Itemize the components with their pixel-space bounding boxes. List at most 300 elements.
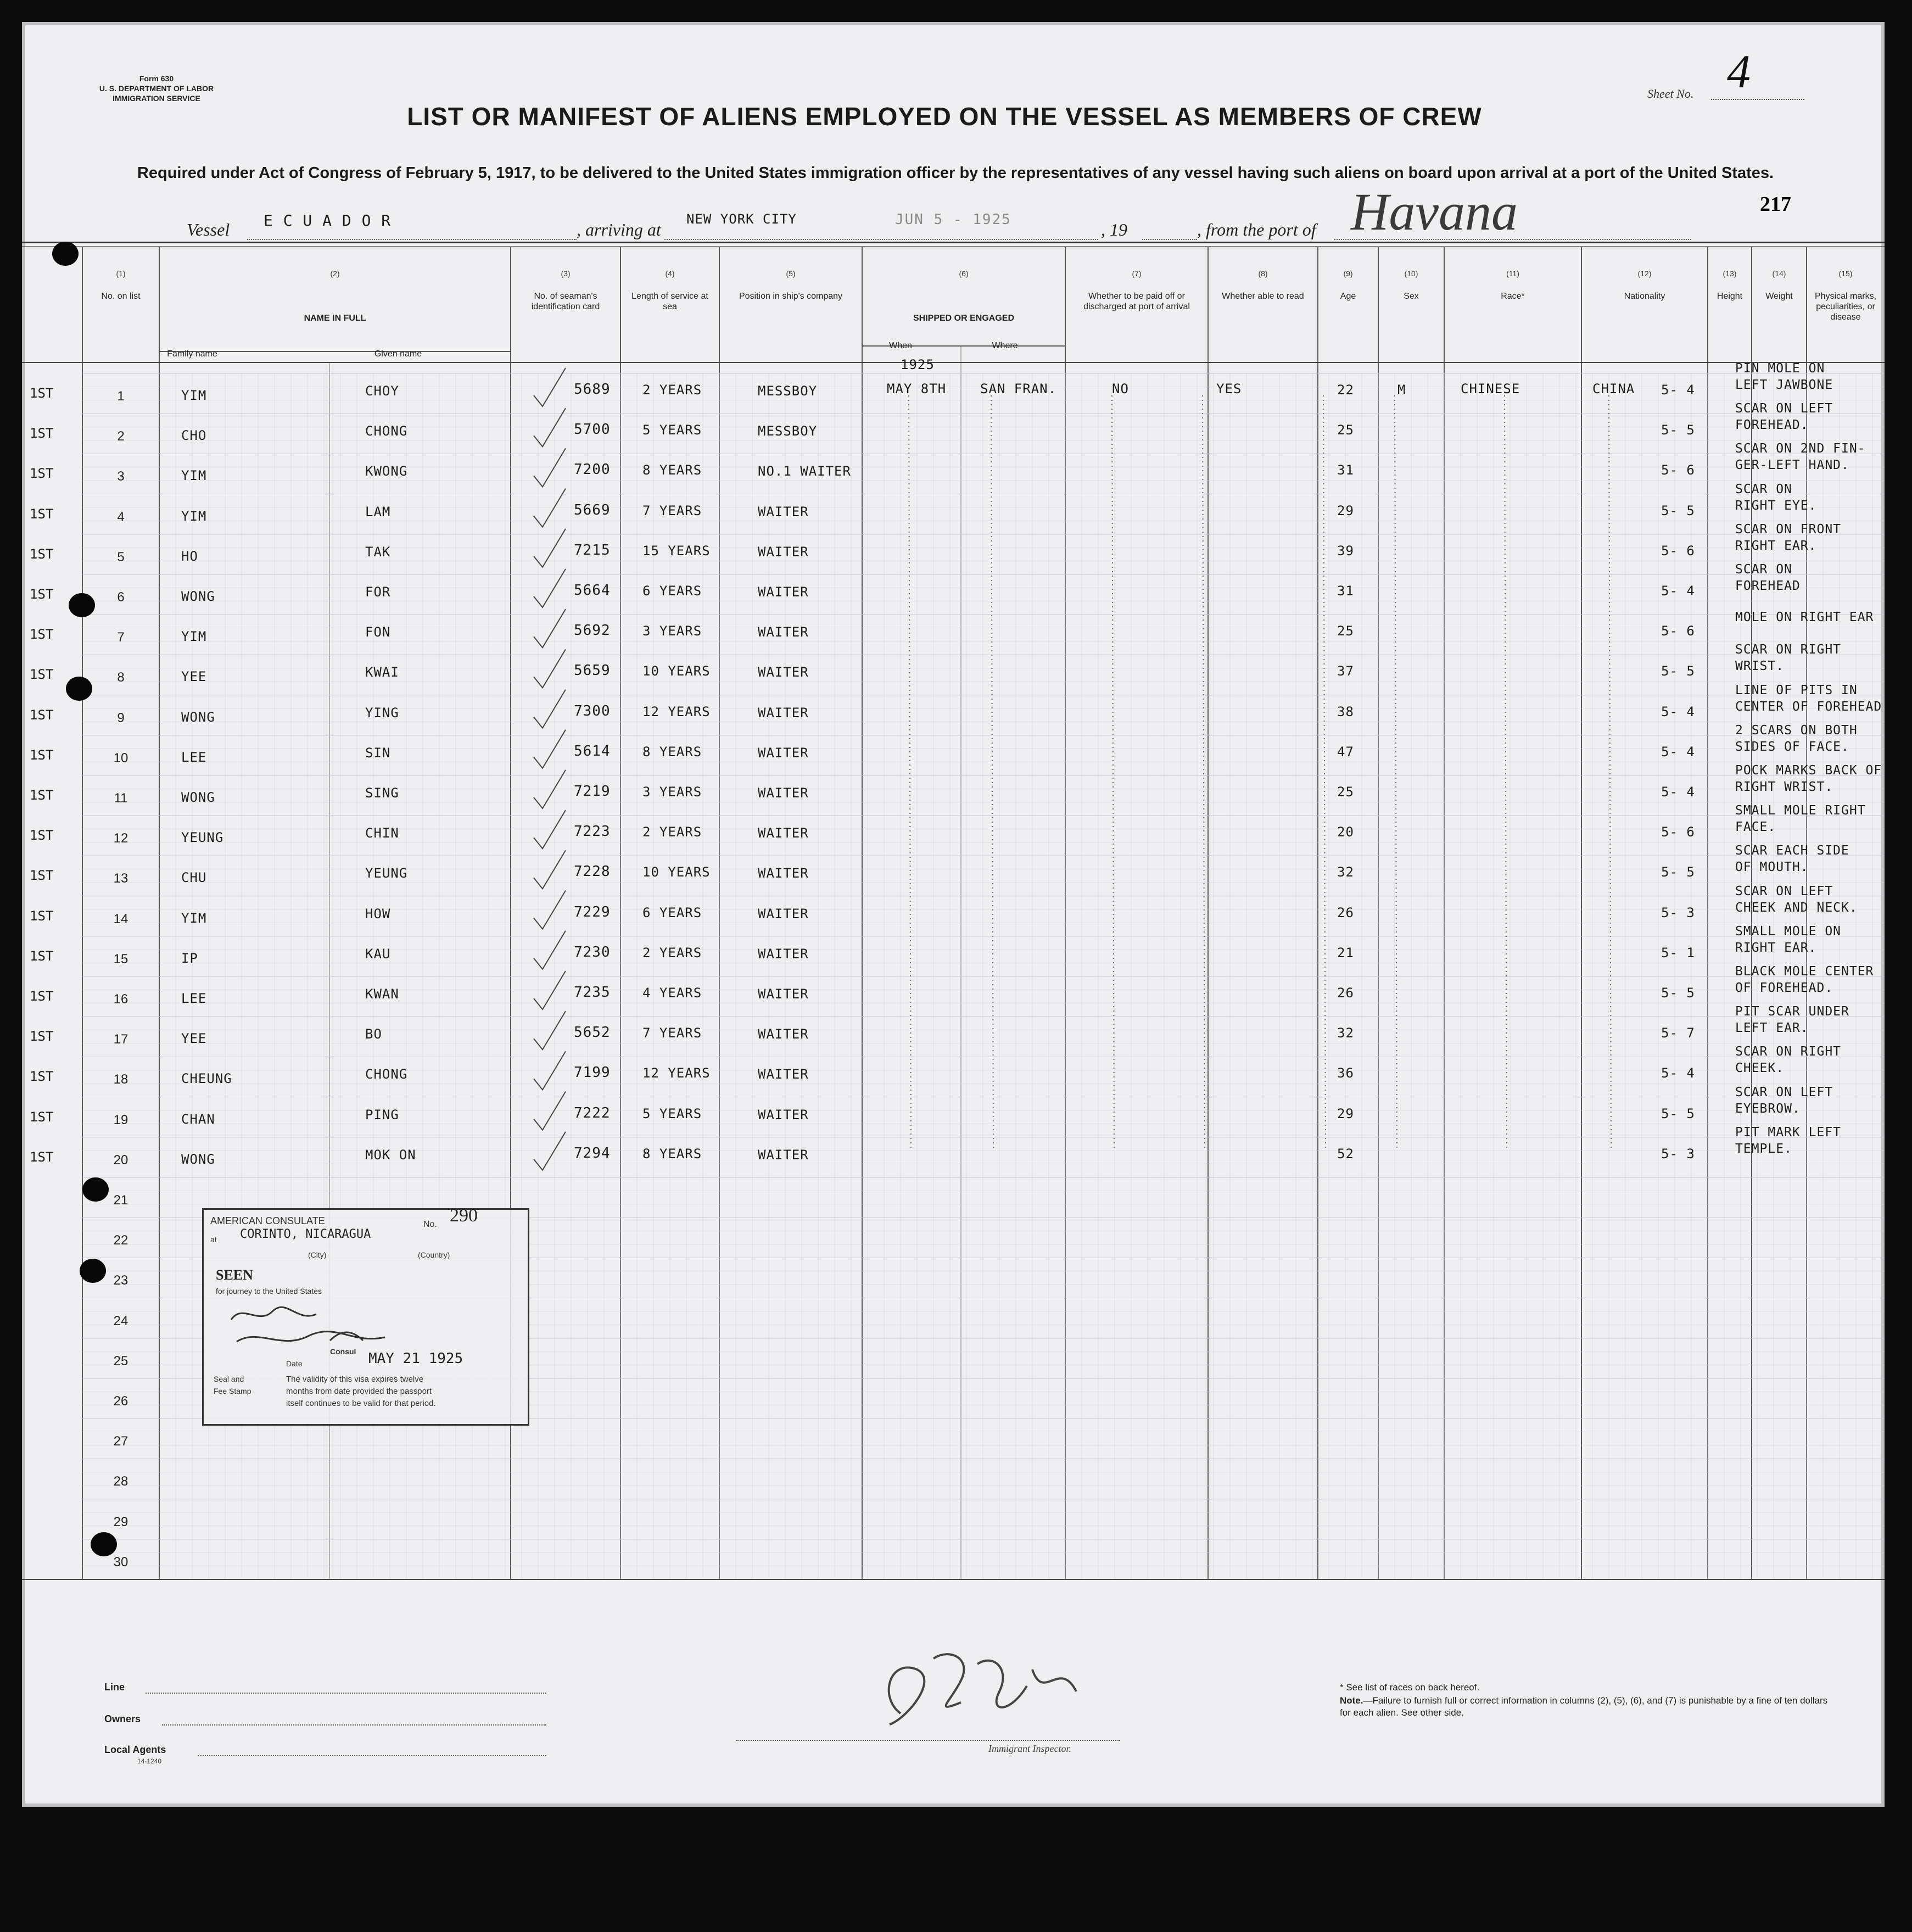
row-number: 30 bbox=[113, 1554, 128, 1570]
column-number: (5) bbox=[786, 269, 796, 278]
row-number: 6 bbox=[117, 590, 125, 605]
passenger-class: 1ST bbox=[30, 1069, 54, 1085]
physical-marks: FOREHEAD. bbox=[1735, 418, 1809, 433]
height: 5- 7 bbox=[1661, 1025, 1695, 1041]
passenger-class: 1ST bbox=[30, 546, 54, 562]
family-name: YEE bbox=[181, 669, 207, 685]
punch-hole bbox=[91, 1532, 117, 1556]
row-number: 1 bbox=[117, 389, 125, 404]
form-number: Form 630 bbox=[139, 74, 174, 83]
age: 36 bbox=[1337, 1065, 1354, 1081]
physical-marks: BLACK MOLE CENTER bbox=[1735, 964, 1874, 979]
physical-marks: RIGHT EAR. bbox=[1735, 940, 1817, 955]
row-number: 3 bbox=[117, 469, 125, 484]
family-name: CHO bbox=[181, 428, 207, 444]
seal-label: Seal and bbox=[214, 1375, 244, 1383]
service-length: 15 YEARS bbox=[642, 543, 711, 559]
given-name: KWAI bbox=[365, 665, 399, 680]
physical-marks: OF MOUTH. bbox=[1735, 860, 1809, 875]
physical-marks: SCAR ON LEFT bbox=[1735, 884, 1833, 898]
family-name: CHEUNG bbox=[181, 1071, 232, 1087]
manifest-sheet bbox=[22, 22, 1885, 1807]
owners-field bbox=[162, 1724, 546, 1726]
from-port-handwritten: Havana bbox=[1351, 182, 1518, 241]
service-length: 7 YEARS bbox=[642, 1025, 702, 1041]
ship-position: WAITER bbox=[758, 1147, 809, 1163]
ship-position: WAITER bbox=[758, 866, 809, 881]
physical-marks: MOLE ON RIGHT EAR bbox=[1735, 610, 1874, 625]
ship-position: WAITER bbox=[758, 1066, 809, 1082]
column-number: (4) bbox=[665, 269, 675, 278]
punch-hole bbox=[80, 1259, 106, 1283]
family-name: WONG bbox=[181, 790, 215, 805]
physical-marks: SCAR ON 2ND FIN- bbox=[1735, 442, 1866, 456]
seaman-card-number: 5664 bbox=[574, 582, 611, 599]
row-number: 24 bbox=[113, 1313, 128, 1328]
note-label: Note. bbox=[1340, 1695, 1363, 1706]
seaman-card-number: 7235 bbox=[574, 984, 611, 1001]
given-name: PING bbox=[365, 1107, 399, 1123]
age: 21 bbox=[1337, 945, 1354, 961]
column-number: (3) bbox=[561, 269, 571, 278]
department-name: U. S. DEPARTMENT OF LABOR bbox=[99, 84, 214, 93]
country-label: (Country) bbox=[418, 1250, 450, 1259]
form-title: LIST OR MANIFEST OF ALIENS EMPLOYED ON THE VESSEL AS MEMBERS OF CREW bbox=[407, 102, 1482, 131]
physical-marks: PIT MARK LEFT bbox=[1735, 1125, 1842, 1140]
physical-marks: CENTER OF FOREHEAD bbox=[1735, 699, 1882, 714]
arriving-port: NEW YORK CITY bbox=[686, 211, 797, 227]
inspector-label: Immigrant Inspector. bbox=[988, 1743, 1071, 1754]
service-length: 6 YEARS bbox=[642, 583, 702, 599]
age: 39 bbox=[1337, 543, 1354, 559]
service-name: IMMIGRATION SERVICE bbox=[113, 94, 200, 103]
age: 25 bbox=[1337, 422, 1354, 438]
row-number: 27 bbox=[113, 1434, 128, 1449]
column-number: (7) bbox=[1132, 269, 1142, 278]
shipped-year: 1925 bbox=[901, 357, 935, 372]
race: CHINESE bbox=[1461, 381, 1520, 397]
age: 26 bbox=[1337, 985, 1354, 1001]
ship-position: WAITER bbox=[758, 745, 809, 761]
passenger-class: 1ST bbox=[30, 506, 54, 522]
column-number: (1) bbox=[116, 269, 126, 278]
consulate-label: AMERICAN CONSULATE bbox=[210, 1215, 325, 1226]
line-label: Line bbox=[104, 1682, 125, 1693]
ship-position: WAITER bbox=[758, 624, 809, 640]
column-header: Physical marks, peculiarities, or disease bbox=[1814, 292, 1877, 322]
passenger-class: 1ST bbox=[30, 908, 54, 924]
physical-marks: LEFT JAWBONE bbox=[1735, 378, 1833, 392]
physical-marks: GER-LEFT HAND. bbox=[1735, 458, 1849, 473]
service-length: 7 YEARS bbox=[642, 502, 702, 518]
seaman-card-number: 7230 bbox=[574, 943, 611, 961]
given-name: BO bbox=[365, 1026, 382, 1042]
physical-marks: FOREHEAD bbox=[1735, 579, 1801, 593]
given-name: HOW bbox=[365, 906, 391, 922]
ditto-line bbox=[1112, 395, 1114, 1149]
family-name: LEE bbox=[181, 749, 207, 765]
ship-position: WAITER bbox=[758, 906, 809, 922]
age: 52 bbox=[1337, 1146, 1354, 1162]
physical-marks: SCAR EACH SIDE bbox=[1735, 844, 1849, 858]
service-length: 5 YEARS bbox=[642, 1105, 702, 1121]
seaman-card-number: 7300 bbox=[574, 702, 611, 719]
passenger-class: 1ST bbox=[30, 1029, 54, 1045]
sex: M bbox=[1397, 382, 1406, 398]
service-length: 8 YEARS bbox=[642, 462, 702, 478]
passenger-class: 1ST bbox=[30, 788, 54, 803]
column-number: (13) bbox=[1723, 269, 1737, 278]
table-grid bbox=[22, 22, 1885, 1807]
given-name: TAK bbox=[365, 544, 391, 560]
row-number: 8 bbox=[117, 670, 125, 685]
service-length: 3 YEARS bbox=[642, 784, 702, 800]
given-name: CHONG bbox=[365, 1066, 408, 1082]
physical-marks: SCAR ON bbox=[1735, 562, 1792, 577]
given-name: SIN bbox=[365, 745, 391, 761]
family-name: IP bbox=[181, 950, 198, 966]
ship-position: WAITER bbox=[758, 946, 809, 962]
passenger-class: 1ST bbox=[30, 747, 54, 763]
passenger-class: 1ST bbox=[30, 948, 54, 964]
seaman-card-number: 5689 bbox=[574, 381, 611, 398]
physical-marks: OF FOREHEAD. bbox=[1735, 981, 1833, 995]
height: 5- 1 bbox=[1661, 945, 1695, 961]
seaman-card-number: 7200 bbox=[574, 461, 611, 478]
ship-position: WAITER bbox=[758, 544, 809, 560]
column-number: (12) bbox=[1637, 269, 1652, 278]
shipped-where: SAN FRAN. bbox=[980, 381, 1057, 397]
given-name: FON bbox=[365, 624, 391, 640]
column-header: SHIPPED OR ENGAGED bbox=[913, 314, 1015, 323]
note-text: —Failure to furnish full or correct information in columns (2), (5), (6), and (7) is punishable by a fine of ten dollars for each alien. See other side. bbox=[1340, 1695, 1828, 1718]
physical-marks: LINE OF PITS IN bbox=[1735, 683, 1858, 697]
given-name: SING bbox=[365, 785, 399, 801]
row-number: 12 bbox=[113, 831, 128, 846]
service-length: 10 YEARS bbox=[642, 864, 711, 880]
seaman-card-number: 7294 bbox=[574, 1144, 611, 1162]
service-length: 5 YEARS bbox=[642, 422, 702, 438]
column-header: Nationality bbox=[1624, 292, 1665, 301]
ship-position: WAITER bbox=[758, 825, 809, 841]
passenger-class: 1ST bbox=[30, 386, 54, 401]
age: 29 bbox=[1337, 502, 1354, 518]
ditto-line bbox=[1395, 395, 1397, 1149]
row-number: 11 bbox=[114, 791, 128, 806]
family-name: YIM bbox=[181, 468, 207, 484]
physical-marks: SCAR ON FRONT bbox=[1735, 522, 1842, 537]
family-name: YIM bbox=[181, 910, 207, 926]
height: 5- 4 bbox=[1661, 744, 1695, 760]
height: 5- 4 bbox=[1661, 382, 1695, 398]
family-name: CHU bbox=[181, 870, 207, 886]
column-header: Height bbox=[1717, 292, 1743, 301]
physical-marks: CHEEK. bbox=[1735, 1061, 1785, 1076]
physical-marks: FACE. bbox=[1735, 820, 1776, 835]
row-number: 25 bbox=[113, 1353, 128, 1369]
service-length: 8 YEARS bbox=[642, 1146, 702, 1162]
family-name: WONG bbox=[181, 1151, 215, 1167]
row-number: 14 bbox=[113, 911, 128, 926]
ship-position: WAITER bbox=[758, 785, 809, 801]
age: 31 bbox=[1337, 462, 1354, 478]
row-number: 2 bbox=[117, 429, 125, 444]
given-name: KWAN bbox=[365, 986, 399, 1002]
given-name-subheader: Given name bbox=[374, 349, 422, 359]
passenger-class: 1ST bbox=[30, 466, 54, 482]
column-header: Position in ship's company bbox=[739, 292, 843, 301]
column-header: Length of service at sea bbox=[631, 292, 708, 311]
seaman-card-number: 5652 bbox=[574, 1024, 611, 1041]
height: 5- 6 bbox=[1661, 824, 1695, 840]
ship-position: NO.1 WAITER bbox=[758, 464, 851, 479]
column-number: (11) bbox=[1506, 269, 1519, 278]
age: 38 bbox=[1337, 703, 1354, 719]
form-code: 14-1240 bbox=[137, 1757, 162, 1765]
visa-date: MAY 21 1925 bbox=[368, 1350, 463, 1367]
age: 37 bbox=[1337, 663, 1354, 679]
row-number: 16 bbox=[113, 992, 128, 1007]
column-header: Sex bbox=[1404, 292, 1419, 301]
row-number: 17 bbox=[113, 1032, 128, 1047]
row-number: 23 bbox=[113, 1273, 128, 1288]
family-name: HO bbox=[181, 548, 198, 564]
seaman-card-number: 7199 bbox=[574, 1064, 611, 1081]
seaman-card-number: 5614 bbox=[574, 742, 611, 760]
family-name: YEE bbox=[181, 1031, 207, 1047]
physical-marks: PIT SCAR UNDER bbox=[1735, 1004, 1849, 1019]
punch-hole bbox=[52, 242, 79, 266]
consular-visa-stamp bbox=[202, 1205, 529, 1426]
consulate-location: CORINTO, NICARAGUA bbox=[240, 1227, 371, 1241]
column-header: Weight bbox=[1765, 292, 1793, 301]
punch-hole bbox=[69, 593, 95, 617]
physical-marks: RIGHT EAR. bbox=[1735, 538, 1817, 553]
passenger-class: 1ST bbox=[30, 667, 54, 683]
age: 25 bbox=[1337, 784, 1354, 800]
ditto-line bbox=[1203, 395, 1205, 1149]
given-name: CHIN bbox=[365, 825, 399, 841]
height: 5- 5 bbox=[1661, 864, 1695, 880]
age: 32 bbox=[1337, 864, 1354, 880]
given-name: FOR bbox=[365, 584, 391, 600]
seaman-card-number: 7219 bbox=[574, 783, 611, 800]
punch-hole bbox=[66, 677, 92, 701]
row-number: 20 bbox=[113, 1152, 128, 1168]
row-number: 29 bbox=[113, 1514, 128, 1529]
paid-off: NO bbox=[1112, 381, 1129, 397]
arrival-date-stamp: JUN 5 - 1925 bbox=[895, 211, 1011, 228]
row-number: 22 bbox=[113, 1233, 128, 1248]
ship-position: WAITER bbox=[758, 1026, 809, 1042]
height: 5- 3 bbox=[1661, 904, 1695, 920]
passenger-class: 1ST bbox=[30, 828, 54, 844]
row-number: 5 bbox=[117, 549, 125, 565]
row-number: 28 bbox=[113, 1474, 128, 1489]
column-number: (15) bbox=[1838, 269, 1853, 278]
row-number: 9 bbox=[117, 710, 125, 725]
date-label: Date bbox=[286, 1359, 303, 1368]
height: 5- 6 bbox=[1661, 623, 1695, 639]
ship-position: WAITER bbox=[758, 705, 809, 721]
passenger-class: 1ST bbox=[30, 426, 54, 442]
physical-marks: CHEEK AND NECK. bbox=[1735, 900, 1858, 915]
height: 5- 3 bbox=[1661, 1146, 1695, 1162]
column-header: No. on list bbox=[101, 292, 141, 301]
row-number: 10 bbox=[113, 750, 128, 766]
family-name: LEE bbox=[181, 991, 207, 1006]
height: 5- 5 bbox=[1661, 1105, 1695, 1121]
height: 5- 4 bbox=[1661, 703, 1695, 719]
seaman-card-number: 5669 bbox=[574, 501, 611, 518]
family-name: YIM bbox=[181, 629, 207, 645]
passenger-class: 1ST bbox=[30, 868, 54, 884]
journey-text: for journey to the United States bbox=[216, 1287, 322, 1296]
shipped-when: MAY 8TH bbox=[887, 381, 947, 397]
physical-marks: SCAR ON LEFT bbox=[1735, 1085, 1833, 1099]
inspector-signature-line bbox=[736, 1740, 1120, 1741]
family-name-subheader: Family name bbox=[167, 349, 217, 359]
inspector-signature bbox=[868, 1637, 1120, 1746]
column-number: (10) bbox=[1404, 269, 1418, 278]
race-note: * See list of races on back hereof. bbox=[1340, 1682, 1480, 1693]
given-name: CHONG bbox=[365, 423, 408, 439]
service-length: 3 YEARS bbox=[642, 623, 702, 639]
line-field bbox=[146, 1693, 546, 1694]
vessel-label: Vessel bbox=[187, 220, 230, 239]
ship-position: WAITER bbox=[758, 986, 809, 1002]
service-length: 6 YEARS bbox=[642, 904, 702, 920]
age: 26 bbox=[1337, 904, 1354, 920]
validity-line-3: itself continues to be valid for that period. bbox=[286, 1399, 436, 1408]
physical-marks: TEMPLE. bbox=[1735, 1141, 1792, 1156]
physical-marks: SMALL MOLE ON bbox=[1735, 924, 1842, 939]
seaman-card-number: 7223 bbox=[574, 823, 611, 840]
service-length: 8 YEARS bbox=[642, 744, 702, 760]
physical-marks: SCAR ON LEFT bbox=[1735, 401, 1833, 416]
height: 5- 5 bbox=[1661, 985, 1695, 1001]
physical-marks: SIDES OF FACE. bbox=[1735, 739, 1849, 754]
row-number: 21 bbox=[113, 1193, 128, 1208]
city-label: (City) bbox=[308, 1250, 327, 1259]
local-agents-field bbox=[198, 1755, 546, 1756]
height: 5- 5 bbox=[1661, 663, 1695, 679]
physical-marks: POCK MARKS BACK OF bbox=[1735, 763, 1882, 778]
service-length: 2 YEARS bbox=[642, 945, 702, 961]
seaman-card-number: 7229 bbox=[574, 903, 611, 920]
physical-marks: PIN MOLE ON bbox=[1735, 361, 1825, 376]
row-number: 4 bbox=[117, 509, 125, 524]
passenger-class: 1ST bbox=[30, 707, 54, 723]
column-number: (14) bbox=[1772, 269, 1786, 278]
given-name: YEUNG bbox=[365, 866, 408, 881]
height: 5- 4 bbox=[1661, 583, 1695, 599]
row-number: 7 bbox=[117, 630, 125, 645]
column-header: Race* bbox=[1501, 292, 1525, 301]
column-header: Whether able to read bbox=[1222, 292, 1304, 301]
passenger-class: 1ST bbox=[30, 587, 54, 602]
ditto-line bbox=[1609, 395, 1611, 1149]
given-name: YING bbox=[365, 705, 399, 721]
ship-position: WAITER bbox=[758, 504, 809, 520]
given-name: MOK ON bbox=[365, 1147, 416, 1163]
given-name: KWONG bbox=[365, 464, 408, 479]
height: 5- 4 bbox=[1661, 784, 1695, 800]
height: 5- 5 bbox=[1661, 502, 1695, 518]
row-number: 15 bbox=[113, 951, 128, 967]
age: 31 bbox=[1337, 583, 1354, 599]
sheet-number: 4 bbox=[1727, 45, 1751, 98]
requirement-text: Required under Act of Congress of February 5, 1917, to be delivered to the United States immigration officer by the representatives of any vessel having such aliens on board upon arrival at a port of the United States. bbox=[137, 164, 1774, 182]
age: 29 bbox=[1337, 1105, 1354, 1121]
where-subheader: Where bbox=[992, 341, 1018, 350]
physical-marks: WRIST. bbox=[1735, 659, 1785, 674]
physical-marks: SCAR ON RIGHT bbox=[1735, 1045, 1842, 1059]
at-label: at bbox=[210, 1235, 217, 1244]
ditto-line bbox=[991, 395, 993, 1149]
age: 20 bbox=[1337, 824, 1354, 840]
owners-label: Owners bbox=[104, 1713, 141, 1724]
physical-marks: SCAR ON bbox=[1735, 482, 1792, 496]
passenger-class: 1ST bbox=[30, 1149, 54, 1165]
service-length: 12 YEARS bbox=[642, 703, 711, 719]
given-name: CHOY bbox=[365, 383, 399, 399]
seaman-card-number: 5659 bbox=[574, 662, 611, 679]
visa-number: 290 bbox=[450, 1205, 478, 1226]
row-number: 19 bbox=[113, 1112, 128, 1127]
service-length: 10 YEARS bbox=[642, 663, 711, 679]
able-to-read: YES bbox=[1216, 381, 1242, 397]
column-header: Whether to be paid off or discharged at port of arrival bbox=[1083, 292, 1190, 311]
fee-stamp-label: Fee Stamp bbox=[214, 1387, 251, 1395]
arriving-label: , arriving at bbox=[577, 220, 661, 239]
row-number: 26 bbox=[113, 1394, 128, 1409]
physical-marks: RIGHT EYE. bbox=[1735, 498, 1817, 513]
given-name: KAU bbox=[365, 946, 391, 962]
seen-mark: SEEN bbox=[216, 1267, 253, 1283]
given-name: LAM bbox=[365, 504, 391, 520]
physical-marks: 2 SCARS ON BOTH bbox=[1735, 723, 1858, 738]
seaman-card-number: 7215 bbox=[574, 541, 611, 559]
seaman-card-number: 5700 bbox=[574, 421, 611, 438]
service-length: 2 YEARS bbox=[642, 824, 702, 840]
age: 22 bbox=[1337, 382, 1354, 398]
nationality: CHINA bbox=[1592, 381, 1635, 397]
punch-hole bbox=[82, 1177, 109, 1202]
family-name: CHAN bbox=[181, 1111, 215, 1127]
when-subheader: When bbox=[889, 341, 912, 350]
physical-marks: RIGHT WRIST. bbox=[1735, 780, 1833, 794]
row-number: 18 bbox=[113, 1072, 128, 1087]
physical-marks: EYEBROW. bbox=[1735, 1101, 1801, 1116]
column-header: No. of seaman's identification card bbox=[531, 292, 600, 311]
from-port-label: , from the port of bbox=[1197, 220, 1316, 239]
height: 5- 6 bbox=[1661, 462, 1695, 478]
age: 25 bbox=[1337, 623, 1354, 639]
ship-position: WAITER bbox=[758, 584, 809, 600]
ditto-line bbox=[909, 395, 911, 1149]
vessel-name: E C U A D O R bbox=[264, 211, 392, 230]
physical-marks: SMALL MOLE RIGHT bbox=[1735, 803, 1866, 818]
family-name: YIM bbox=[181, 508, 207, 524]
ship-position: MESSBOY bbox=[758, 423, 818, 439]
age: 32 bbox=[1337, 1025, 1354, 1041]
column-number: (9) bbox=[1343, 269, 1353, 278]
passenger-class: 1ST bbox=[30, 627, 54, 643]
column-header: Age bbox=[1340, 292, 1356, 301]
height: 5- 5 bbox=[1661, 422, 1695, 438]
service-length: 12 YEARS bbox=[642, 1065, 711, 1081]
